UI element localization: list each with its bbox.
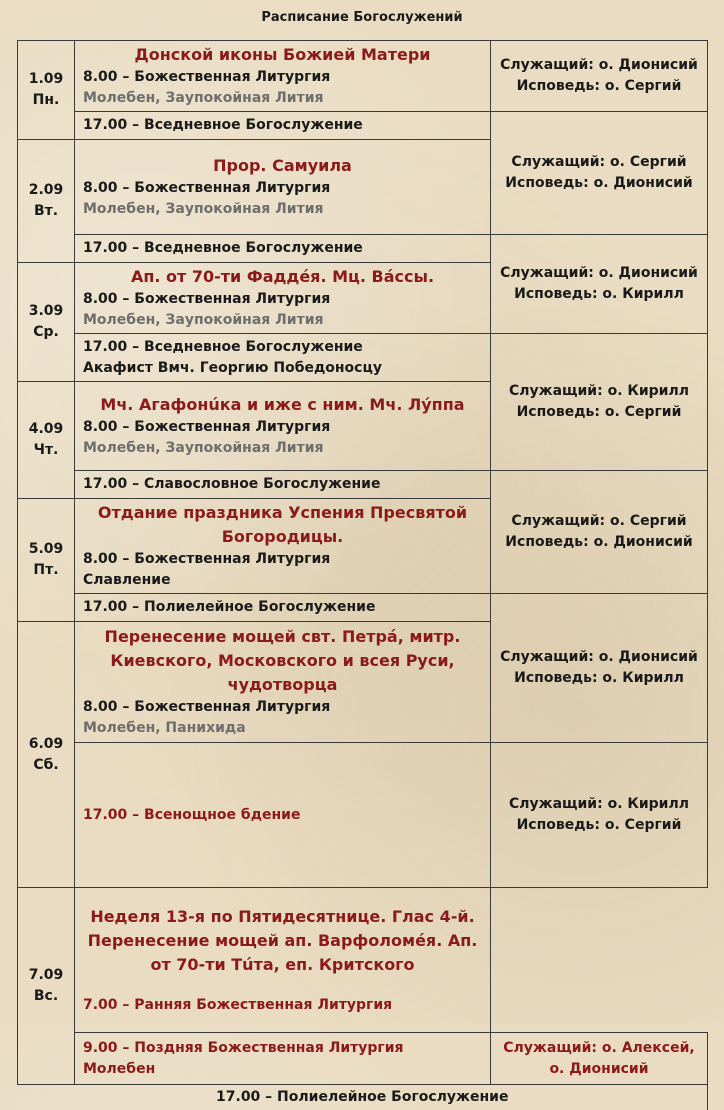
day-cell [18, 888, 75, 1085]
late-liturgy-time: 9.00 – Поздняя Божественная Литургия [83, 1038, 482, 1059]
confessor: Исповедь: о. Кирилл [499, 668, 699, 689]
early-liturgy-time: 7.00 – Ранняя Божественная Литургия [83, 995, 482, 1016]
morning-services [75, 41, 491, 112]
day-cell [18, 140, 75, 263]
feast-title: Прор. Самуила [83, 154, 482, 178]
late-celebrant-2: о. Дионисий [499, 1059, 699, 1080]
morning-services [75, 140, 491, 235]
after-liturgy: Молебен, Заупокойная Лития [83, 310, 482, 331]
feast-title: Мч. Агафонúка и иже с ним. Мч. Лýппа [83, 393, 482, 417]
day-date: 1.09 [26, 69, 66, 90]
schedule-row [18, 594, 708, 622]
day-of-week: Вс. [26, 986, 66, 1007]
evening-service [75, 471, 491, 499]
feast-title: Перенесение мощей свт. Петрá, митр. Киевского, Московского и всея Руси, чудотворца [83, 625, 482, 697]
liturgy-time: 8.00 – Божественная Литургия [83, 549, 482, 570]
celebrant: Служащий: о. Кирилл [499, 794, 699, 815]
after-liturgy: Молебен, Заупокойная Лития [83, 199, 482, 220]
after-liturgy: Молебен, Заупокойная Лития [83, 438, 482, 459]
feast-title: Отдание праздника Успения Пресвятой Богородицы. [83, 501, 482, 549]
feast-title: Неделя 13-я по Пятидесятнице. Глас 4-й. Перенесение мощей ап. Варфоломéя. Ап. от 70-ти Тúта, еп. Критского [83, 905, 482, 977]
celebrant: Служащий: о. Дионисий [499, 263, 699, 284]
day-of-week: Вт. [26, 201, 66, 222]
feast-title: Ап. от 70-ти Фаддéя. Мц. Вáссы. [83, 265, 482, 289]
morning-services [75, 263, 491, 334]
day-date: 2.09 [26, 180, 66, 201]
schedule-row [18, 112, 708, 140]
evening-time: 17.00 – Полиелейное Богослужение [216, 1089, 508, 1105]
day-date: 6.09 [26, 734, 66, 755]
day-date: 4.09 [26, 419, 66, 440]
schedule-row [18, 743, 708, 888]
confessor: Исповедь: о. Сергий [499, 76, 699, 97]
morning-services [75, 888, 491, 1033]
clergy-cell [491, 41, 708, 112]
morning-services [75, 622, 491, 743]
schedule-row [18, 41, 708, 112]
after-liturgy: Славление [83, 570, 482, 591]
schedule-row [18, 471, 708, 499]
day-date: 3.09 [26, 301, 66, 322]
evening-time: 17.00 – Вседневное Богослужение [83, 238, 482, 259]
morning-services [75, 499, 491, 594]
evening-time: 17.00 – Вседневное Богослужение [83, 115, 482, 136]
clergy-cell [491, 112, 708, 235]
day-cell [18, 499, 75, 622]
schedule-table [17, 40, 708, 1110]
day-of-week: Чт. [26, 440, 66, 461]
confessor: Исповедь: о. Сергий [499, 402, 699, 423]
clergy-cell [491, 1033, 708, 1085]
after-late-liturgy: Молебен [83, 1059, 482, 1080]
evening-service [75, 594, 491, 622]
confessor: Исповедь: о. Дионисий [499, 173, 699, 194]
akathist: Акафист Вмч. Георгию Победоносцу [83, 358, 482, 379]
clergy-cell [491, 594, 708, 743]
confessor: Исповедь: о. Дионисий [499, 532, 699, 553]
celebrant: Служащий: о. Сергий [499, 152, 699, 173]
clergy-cell [491, 235, 708, 334]
liturgy-time: 8.00 – Божественная Литургия [83, 178, 482, 199]
evening-service [75, 235, 491, 263]
page-title: Расписание Богослужений [0, 10, 724, 25]
evening-time: 17.00 – Полиелейное Богослужение [83, 597, 482, 618]
closing-evening-service [18, 1085, 708, 1110]
after-liturgy: Молебен, Панихида [83, 718, 482, 739]
confessor: Исповедь: о. Кирилл [499, 284, 699, 305]
day-of-week: Ср. [26, 322, 66, 343]
day-cell [18, 41, 75, 140]
evening-time: 17.00 – Вседневное Богослужение [83, 337, 482, 358]
schedule-row [18, 1085, 708, 1110]
day-of-week: Пн. [26, 90, 66, 111]
schedule-row [18, 235, 708, 263]
evening-service [75, 743, 491, 888]
late-liturgy [75, 1033, 491, 1085]
evening-service [75, 112, 491, 140]
evening-service [75, 334, 491, 382]
late-celebrant: Служащий: о. Алексей, [499, 1038, 699, 1059]
day-of-week: Пт. [26, 560, 66, 581]
celebrant: Служащий: о. Сергий [499, 511, 699, 532]
liturgy-time: 8.00 – Божественная Литургия [83, 67, 482, 88]
liturgy-time: 8.00 – Божественная Литургия [83, 289, 482, 310]
day-date: 7.09 [26, 965, 66, 986]
day-cell [18, 382, 75, 499]
schedule-row [18, 334, 708, 382]
day-cell [18, 263, 75, 382]
day-date: 5.09 [26, 539, 66, 560]
day-of-week: Сб. [26, 755, 66, 776]
confessor: Исповедь: о. Сергий [499, 815, 699, 836]
feast-title: Донской иконы Божией Матери [83, 43, 482, 67]
clergy-cell [491, 743, 708, 888]
evening-time: 17.00 – Всенощное бдение [83, 805, 482, 826]
clergy-cell [491, 334, 708, 471]
liturgy-time: 8.00 – Божественная Литургия [83, 697, 482, 718]
evening-time: 17.00 – Славословное Богослужение [83, 474, 482, 495]
clergy-cell [491, 471, 708, 594]
liturgy-time: 8.00 – Божественная Литургия [83, 417, 482, 438]
day-cell [18, 622, 75, 888]
celebrant: Служащий: о. Дионисий [499, 55, 699, 76]
after-liturgy: Молебен, Заупокойная Лития [83, 88, 482, 109]
schedule-row [18, 1033, 708, 1085]
morning-services [75, 382, 491, 471]
celebrant: Служащий: о. Кирилл [499, 381, 699, 402]
schedule-row [18, 888, 708, 1033]
celebrant: Служащий: о. Дионисий [499, 647, 699, 668]
